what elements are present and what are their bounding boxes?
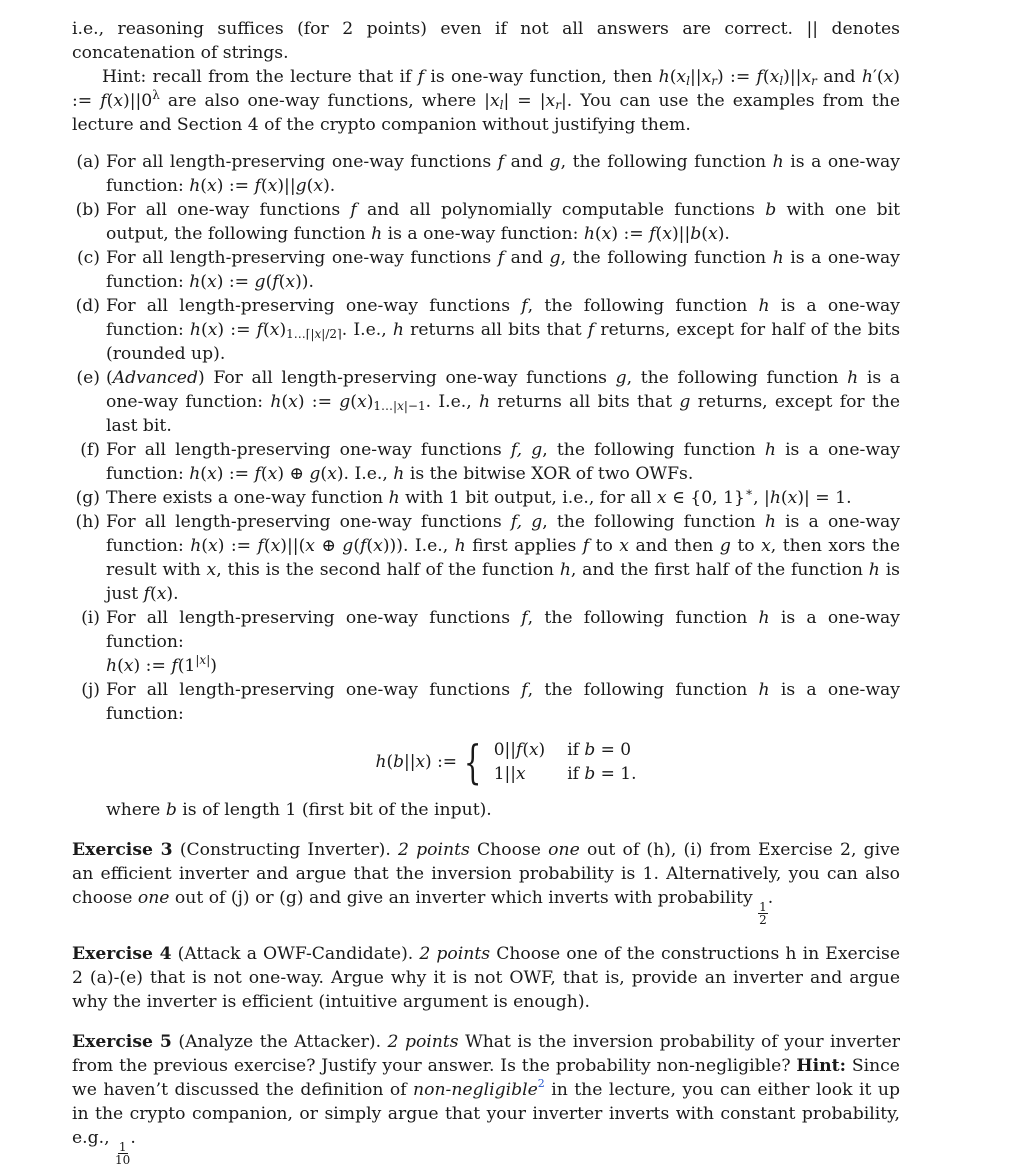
list-item: (i) For all length-preserving one-way functions f, the following function h is a one-way function: h(x) := $f(1^{|x|})$ [81, 608, 900, 676]
list-item: (f) For all length-preserving one-way functions f, g, the following function h is a one-way function: h(x) := f(x) ⊕ g(x). I.e., h is the bitwise XOR of two OWFs. [80, 440, 901, 484]
fraction-tenth: $\frac{1}{10}$ [115, 1140, 131, 1167]
list-item: (c) For all length-preserving one-way functions f and g, the following function h is a one-way function: h(x) := g(f(x)). [76, 248, 900, 292]
footnote-link[interactable]: 2 [537, 1077, 545, 1090]
exercise-4: Exercise 4 (Attack a OWF-Candidate). 2 points Choose one of the constructions h in Exercise 2 (a)-(e) that is not one-way. Argue why it is not OWF, that is, provide an inverter and argue why the inverter is efficient (intuitive argument is enough). [72, 944, 901, 1012]
cases-where: where b is of length 1 (first bit of the input). [106, 800, 492, 820]
list-item: (d) For all length-preserving one-way functions f, the following function h is a one-way function: h(x) := $f(x)_{1\dots⌈|x|/2⌉}$. I.e., h returns all bits that f returns, except for half of the bits (rounded up). [75, 296, 901, 364]
exercise-5: Exercise 5 (Analyze the Attacker). 2 points What is the inversion probability of your inverter from the previous exercise? Justify your answer. Is the probability non-negligible? Hint: Since we haven’t discussed the definition of non-negligible$^2$ in the lecture, you can either look it up in the crypto companion, or simply argue that your inverter inverts with constant probability, e.g., $\frac{1}{10}$ . [72, 1032, 900, 1167]
intro-line: i.e., reasoning suffices (for 2 points) even if not all answers are correct. || denotes concatenation of strings. [72, 19, 900, 63]
fraction-half: $\frac{1}{2}$ [759, 900, 767, 927]
exercise-3: Exercise 3 (Constructing Inverter). 2 points Choose one out of (h), (i) from Exercise 2, give an efficient inverter and argue that the inversion probability is 1. Alternatively, you can also choose one out of (j) or (g) and give an inverter which inverts with probability $\frac{1}{2}$ . [72, 840, 900, 927]
list-item: (h) For all length-preserving one-way functions f, g, the following function h is a one-way function: h(x) := f(x)||(x ⊕ g(f(x))). I.e., h first applies f to x and then g to x, then xors the result with x, this is the second half of the function h, and the first half of the function h is just f(x). [75, 512, 901, 604]
cases-equation: h ( b || x ) := { 0||f(x) if b = 0 1||x if b = 1. [375, 735, 637, 789]
exercise-2-items [72, 150, 900, 726]
list-item: (b) For all one-way functions f and all polynomially computable functions b with one bit output, the following function h is a one-way function: h(x) := f(x)||b(x). [75, 200, 901, 244]
list-item: (a) For all length-preserving one-way functions f and g, the following function h is a one-way function: h(x) := f(x)||g(x). [76, 152, 900, 196]
hint-paragraph: Hint: recall from the lecture that if f is one-way function, then $h(x_l||x_r)$ := $f(x_l)||x_r$ and h′(x) := $f(x)||0^\lambda$ are also one-way functions, where $|x_l| = |x_r|$. You can use the examples from the lecture and Section 4 of the crypto companion without justifying them. [72, 67, 900, 135]
list-item: (j) For all length-preserving one-way functions f, the following function h is a one-way function: [81, 680, 900, 724]
brace-icon: { [464, 735, 482, 789]
list-item: (e) (Advanced) For all length-preserving one-way functions g, the following function h is a one-way function: h(x) := $g(x)_{1\dots|x|-1}$. I.e., h returns all bits that g returns, except for the last bit. [76, 368, 901, 436]
list-item: (g) There exists a one-way function h with 1 bit output, i.e., for all x ∈ {0, 1}∗, |h(x)| = 1. [75, 485, 852, 508]
